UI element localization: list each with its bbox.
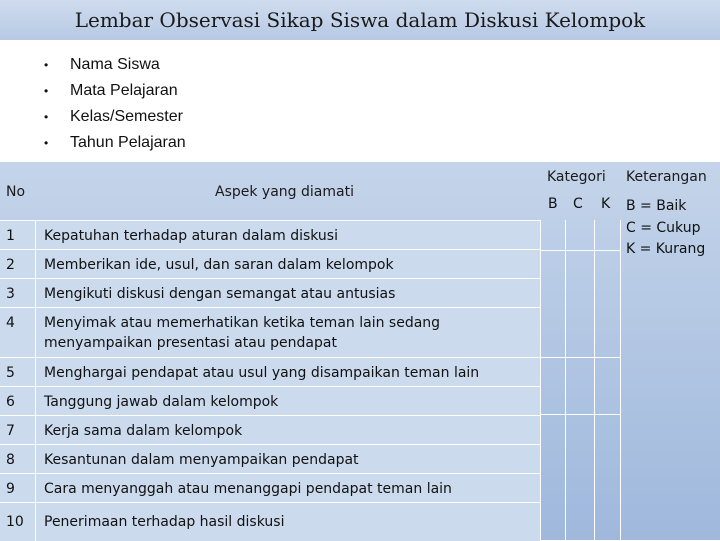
header-aspek: Aspek yang diamati — [215, 184, 354, 200]
table-row — [0, 249, 540, 279]
column-divider-c-left — [565, 220, 566, 540]
row-number: 6 — [0, 387, 36, 416]
row-number: 7 — [0, 416, 36, 445]
info-item-kelas-semester — [40, 104, 186, 130]
column-divider-keterangan-left — [620, 220, 621, 540]
table-row — [0, 357, 540, 387]
table-row — [0, 278, 540, 308]
table-row — [0, 415, 540, 445]
row-number: 8 — [0, 445, 36, 474]
bullet: • — [44, 58, 49, 72]
info-item-mata-pelajaran — [40, 78, 186, 104]
table-row — [0, 502, 540, 541]
table-row — [0, 473, 540, 503]
title-bar — [0, 0, 720, 40]
row-number: 5 — [0, 358, 36, 387]
row-aspect: Penerimaan terhadap hasil diskusi — [44, 514, 285, 530]
row-divider-kategori — [540, 357, 620, 358]
row-number: 4 — [0, 308, 36, 358]
keterangan-kurang: K = Kurang — [626, 241, 706, 257]
header-kategori: Kategori — [547, 169, 606, 185]
row-aspect: Kerja sama dalam kelompok — [44, 422, 243, 439]
bullet: • — [44, 110, 49, 124]
info-item-label: Tahun Pelajaran — [70, 134, 186, 151]
table-row — [0, 220, 540, 250]
keterangan-baik: B = Baik — [626, 198, 687, 214]
page-title: Lembar Observasi Sikap Siswa dalam Diskusi Kelompok — [74, 8, 646, 32]
row-aspect: Kesantunan dalam menyampaikan pendapat — [44, 451, 359, 468]
row-aspect: Mengikuti diskusi dengan semangat atau antusias — [44, 285, 396, 302]
row-number: 10 — [0, 503, 36, 541]
table-row — [0, 386, 540, 416]
info-list — [40, 52, 186, 156]
category-c: C — [573, 196, 583, 212]
row-aspect: Menyimak atau memerhatikan ketika teman lain sedang menyampaikan presentasi atau pendapat — [44, 315, 441, 351]
table-row — [0, 307, 540, 358]
info-item-tahun-pelajaran — [40, 130, 186, 156]
row-aspect: Kepatuhan terhadap aturan dalam diskusi — [44, 227, 338, 244]
info-item-label: Mata Pelajaran — [70, 82, 178, 99]
row-number: 3 — [0, 279, 36, 308]
row-number: 9 — [0, 474, 36, 503]
row-number: 2 — [0, 250, 36, 279]
bullet: • — [44, 84, 49, 98]
row-divider-kategori — [540, 414, 620, 415]
row-aspect: Tanggung jawab dalam kelompok — [44, 393, 279, 410]
info-item-label: Nama Siswa — [70, 56, 160, 73]
row-aspect: Menghargai pendapat atau usul yang disampaikan teman lain — [44, 364, 480, 381]
row-aspect: Memberikan ide, usul, dan saran dalam kelompok — [44, 256, 394, 273]
row-number: 1 — [0, 221, 36, 250]
header-keterangan: Keterangan — [626, 169, 707, 185]
info-item-label: Kelas/Semester — [70, 108, 183, 125]
row-aspect: Cara menyanggah atau menanggapi pendapat teman lain — [44, 480, 452, 497]
info-item-nama-siswa — [40, 52, 186, 78]
keterangan-cukup: C = Cukup — [626, 220, 701, 236]
category-b: B — [548, 196, 558, 212]
column-divider-b-left — [540, 220, 541, 540]
bullet: • — [44, 136, 49, 150]
row-divider-kategori — [540, 250, 620, 251]
header-no: No — [6, 184, 26, 200]
table-row — [0, 444, 540, 474]
column-divider-k-left — [594, 220, 595, 540]
category-k: K — [601, 196, 611, 212]
